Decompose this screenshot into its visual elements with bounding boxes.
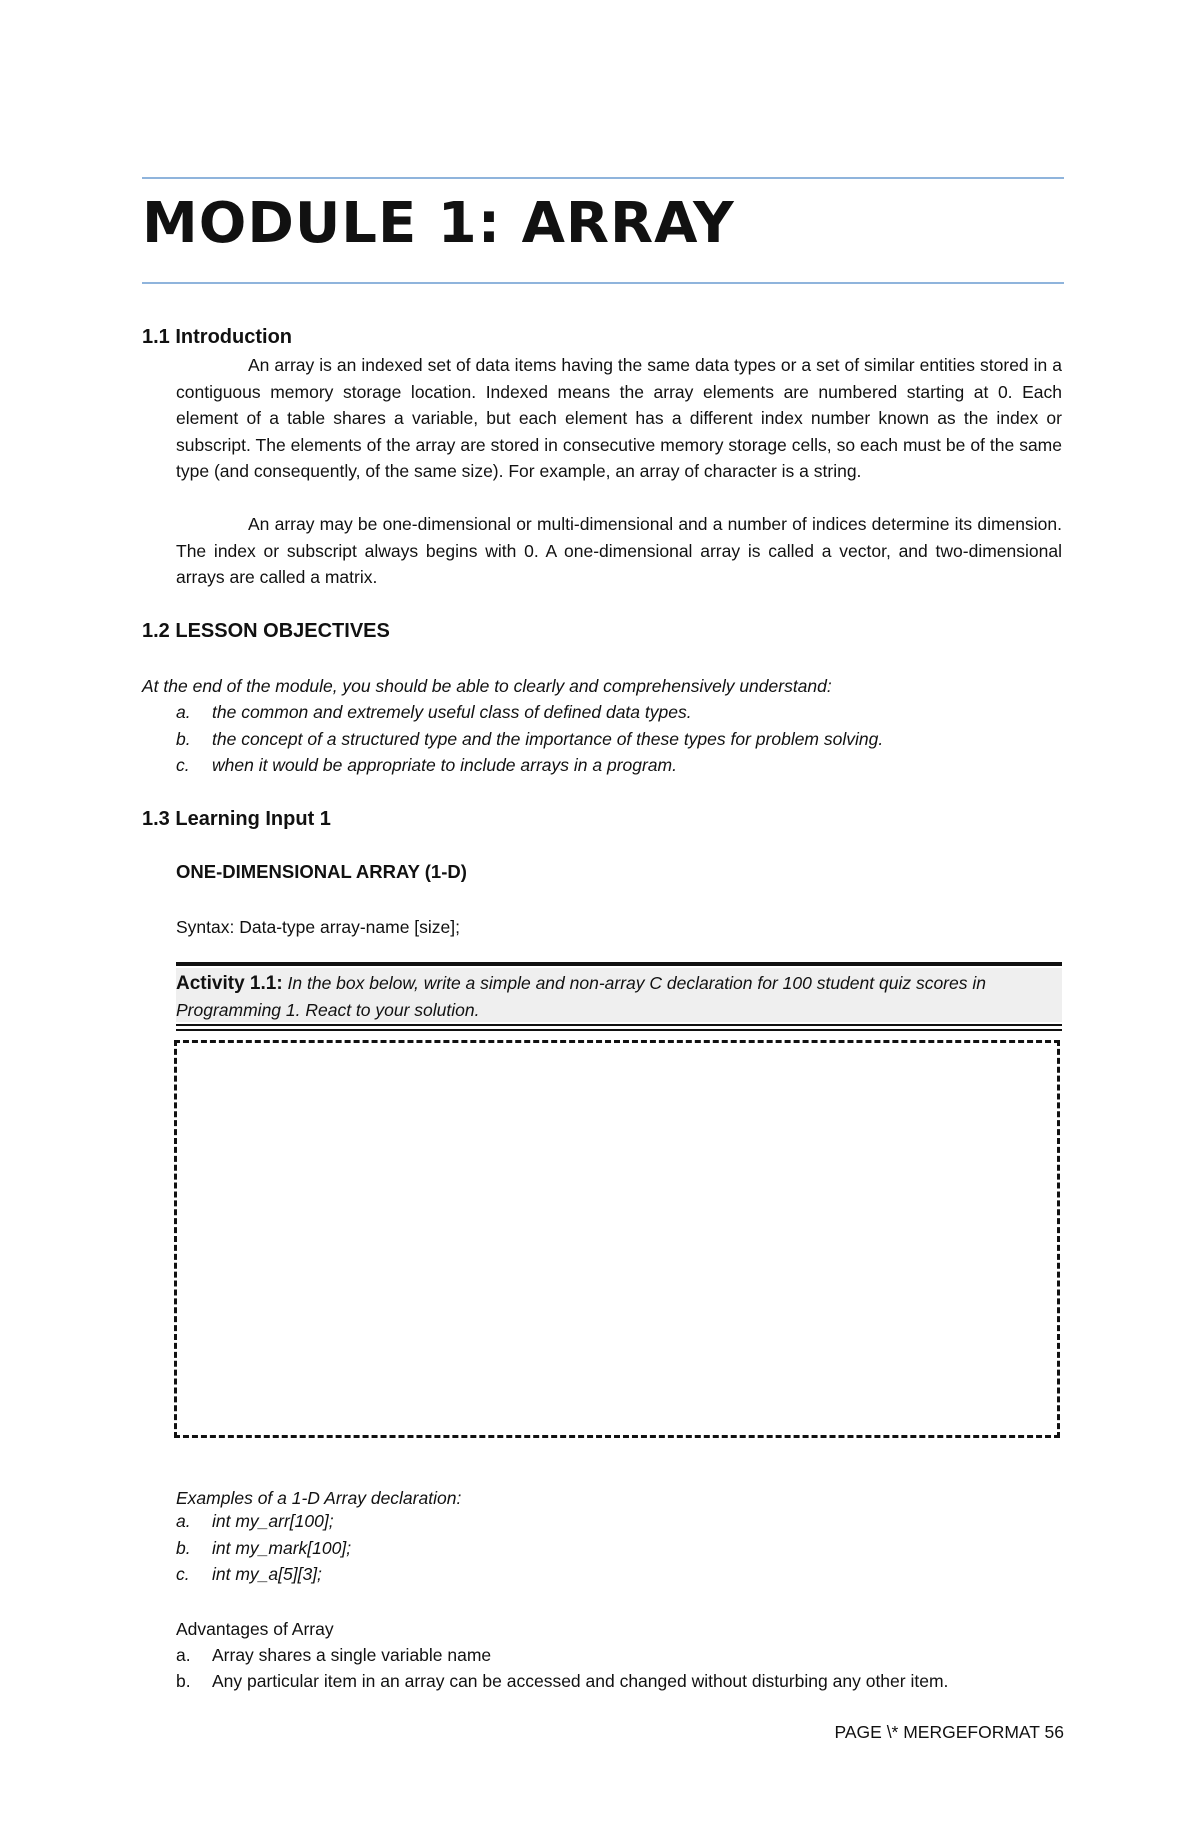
- objective-letter: b.: [176, 729, 191, 749]
- objectives-lead: At the end of the module, you should be able to clearly and comprehensively understand:: [142, 676, 832, 696]
- intro-paragraph-2-text: An array may be one-dimensional or multi-dimensional and a number of indices determine its dimension. The index or subscript always begins with 0. A one-dimensional array is called a vector, and two-dimensional arrays are called a matrix.: [176, 514, 1062, 587]
- activity-prompt: [176, 968, 1062, 1022]
- syntax-line: Syntax: Data-type array-name [size];: [176, 917, 460, 937]
- example-item: int my_arr[100];: [212, 1511, 334, 1531]
- examples-heading: Examples of a 1-D Array declaration:: [176, 1488, 462, 1508]
- advantage-letter: b.: [176, 1671, 191, 1691]
- objective-item: the concept of a structured type and the importance of these types for problem solving.: [212, 729, 884, 749]
- example-item: int my_mark[100];: [212, 1538, 352, 1558]
- advantage-item: Any particular item in an array can be accessed and changed without disturbing any other item.: [212, 1671, 949, 1691]
- advantage-item: Array shares a single variable name: [212, 1645, 492, 1665]
- objective-letter: a.: [176, 702, 191, 722]
- learning-subheading: ONE-DIMENSIONAL ARRAY (1-D): [176, 861, 467, 882]
- example-letter: c.: [176, 1564, 190, 1584]
- activity-label: Activity 1.1:: [176, 973, 283, 994]
- example-item: int my_a[5][3];: [212, 1564, 322, 1584]
- activity-bottom-rule: [176, 1029, 1062, 1031]
- example-letter: a.: [176, 1511, 191, 1531]
- answer-box[interactable]: [174, 1040, 1060, 1438]
- objective-item: the common and extremely useful class of defined data types.: [212, 702, 692, 722]
- example-letter: b.: [176, 1538, 191, 1558]
- module-title: MODULE 1: ARRAY: [142, 191, 735, 256]
- intro-paragraph-2: [176, 511, 1062, 591]
- activity-bottom-rule: [176, 1024, 1062, 1026]
- objective-letter: c.: [176, 755, 190, 775]
- intro-paragraph-1-text: An array is an indexed set of data items having the same data types or a set of similar entities stored in a contiguous memory storage location. Indexed means the array elements are numbered starting at 0. Each element of a table shares a variable, but each element has a different index number known as the index or subscript. The elements of the array are stored in consecutive memory storage cells, so each must be of the same type (and consequently, of the same size). For example, an array of character is a string.: [176, 355, 1062, 481]
- objective-item: when it would be appropriate to include arrays in a program.: [212, 755, 677, 775]
- intro-heading: 1.1 Introduction: [142, 326, 292, 348]
- title-top-rule: [142, 177, 1064, 179]
- advantages-heading: Advantages of Array: [176, 1619, 334, 1639]
- activity-top-rule: [176, 962, 1062, 966]
- activity-text: In the box below, write a simple and non-array C declaration for 100 student quiz scores in Programming 1. React to your solution.: [176, 973, 986, 1020]
- page-footer: PAGE \* MERGEFORMAT 56: [834, 1722, 1064, 1742]
- advantage-letter: a.: [176, 1645, 191, 1665]
- intro-paragraph-1: [176, 352, 1062, 485]
- objectives-heading: 1.2 LESSON OBJECTIVES: [142, 620, 390, 642]
- title-bottom-rule: [142, 282, 1064, 284]
- learning-heading: 1.3 Learning Input 1: [142, 808, 331, 830]
